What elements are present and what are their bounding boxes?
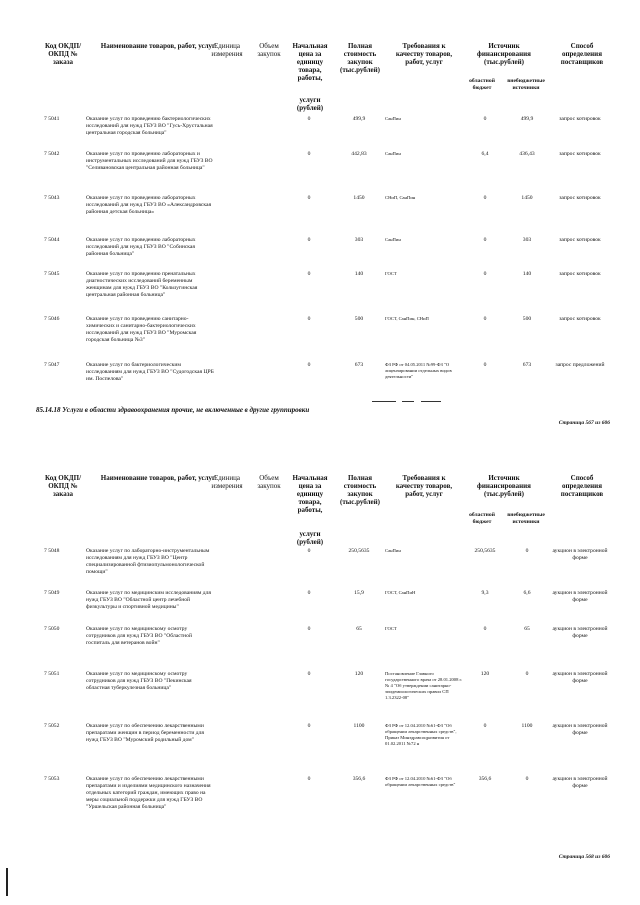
divider	[402, 401, 414, 402]
header-services: услуги (рублей)	[296, 530, 324, 546]
regional-budget: 356,6	[478, 776, 492, 782]
item-description: Оказание услуг по медицинскому осмотру сотрудников для нужд ГБУЗ ВО "Областной госпиталь для ветеранов войн"	[86, 626, 192, 646]
procurement-method: запрос котировок	[559, 151, 601, 157]
start-price: 0	[307, 116, 311, 122]
procurement-method: запрос котировок	[559, 116, 601, 122]
quality-requirements: ГОСТ	[385, 271, 397, 276]
quality-requirements: ГОСТ, СанПиН	[385, 590, 416, 595]
section-heading	[36, 406, 456, 414]
procurement-method: запрос котировок	[559, 195, 601, 201]
quality-requirements: СанПин	[385, 237, 401, 242]
total-cost: 65	[356, 626, 362, 632]
extra-budget: 673	[522, 362, 532, 368]
quality-requirements: Постановление Главного государственного врача от 28.01.2008 г. № 4 "Об утверждении санитарно-эпидемиологических правил СП 1.3.2322-08"	[385, 671, 463, 700]
header-volume: Объем закупок	[257, 42, 281, 58]
quality-requirements: ФЗ РФ от 04.05.2011 №99-ФЗ "О лицензировании отдельных видов деятельности"	[385, 362, 452, 379]
procurement-method: запрос предложений	[555, 362, 605, 368]
procurement-method: аукцион в электронной форме	[552, 723, 608, 736]
header-code: Код ОКДП/ ОКПД № заказа	[44, 474, 82, 498]
quality-requirements: ФЗ РФ от 12.04.2010 №61-ФЗ "Об обращении лекарственных средств", Приказ Минздравсоцразвития от 01.02.2011 №72 н	[385, 723, 457, 746]
extra-budget: 6,6	[523, 590, 531, 596]
total-cost: 442,83	[351, 151, 367, 157]
extra-budget: 0	[525, 776, 529, 782]
start-price: 0	[307, 776, 311, 782]
order-number: 7 5046	[44, 316, 60, 322]
order-number: 7 5048	[44, 548, 60, 554]
header-name: Наименование товаров, работ, услуг	[100, 42, 216, 50]
header-volume: Объем закупок	[257, 474, 281, 490]
extra-budget: 303	[522, 237, 532, 243]
regional-budget: 120	[480, 671, 490, 677]
start-price: 0	[307, 271, 311, 277]
item-description: Оказание услуг по проведению санитарно-химических и санитарно-бактериологических исследований для нужд ГБУЗ ВО "Муромская городская больница №3"	[86, 316, 197, 343]
header-extra-budget: внебюджетные источники	[507, 512, 545, 525]
total-cost: 15,9	[354, 590, 364, 596]
quality-requirements: СанПин	[385, 151, 401, 156]
item-description: Оказание услуг по медицинскому осмотру сотрудников для нужд ГБУЗ ВО "Пекинская областная туберкулезная больница"	[86, 671, 192, 691]
total-cost: 250,5635	[348, 548, 370, 554]
header-unit: Единица измерения	[211, 474, 243, 490]
start-price: 0	[307, 237, 311, 243]
item-description: Оказание услуг по проведению пренатальных диагностических исследований беременным женщинам для нужд ГБУЗ ВО "Кольчугинская центральная районная больница"	[86, 271, 198, 298]
order-number: 7 5052	[44, 723, 60, 729]
procurement-method: запрос котировок	[559, 316, 601, 322]
header-total-cost: Полная стоимость закупок (тыс.рублей)	[339, 474, 381, 506]
item-description: Оказание услуг по бактериологическим исследованиям для нужд ГБУЗ ВО "Судогодская ЦРБ им. Поспелова"	[86, 362, 214, 382]
procurement-method: запрос котировок	[559, 271, 601, 277]
quality-requirements: СанПин	[385, 116, 401, 121]
extra-budget: 0	[525, 671, 529, 677]
procurement-method: запрос котировок	[559, 237, 601, 243]
regional-budget: 0	[483, 316, 487, 322]
header-method: Способ определения поставщиков	[560, 42, 604, 66]
extra-budget: 65	[524, 626, 530, 632]
order-number: 7 5053	[44, 776, 60, 782]
start-price: 0	[307, 316, 311, 322]
total-cost: 120	[354, 671, 364, 677]
procurement-method: аукцион в электронной форме	[552, 626, 608, 639]
header-unit: Единица измерения	[211, 42, 243, 58]
regional-budget: 0	[483, 723, 487, 729]
header-method: Способ определения поставщиков	[560, 474, 604, 498]
regional-budget: 0	[483, 271, 487, 277]
order-number: 7 5047	[44, 362, 60, 368]
extra-budget: 0	[525, 548, 529, 554]
start-price: 0	[307, 362, 311, 368]
total-cost: 673	[354, 362, 364, 368]
start-price: 0	[307, 671, 311, 677]
total-cost: 1100	[353, 723, 365, 729]
section-code: 85.14.18	[36, 406, 61, 414]
regional-budget: 0	[483, 626, 487, 632]
divider	[372, 401, 396, 402]
procurement-method: аукцион в электронной форме	[552, 590, 608, 603]
header-start-price: Начальная цена за единицу товара, работы,	[292, 474, 328, 514]
header-name: Наименование товаров, работ, услуг	[100, 474, 216, 482]
regional-budget: 0	[483, 237, 487, 243]
header-source: Источник финансирования (тыс.рублей)	[477, 474, 531, 498]
extra-budget: 499,9	[520, 116, 534, 122]
extra-budget: 140	[522, 271, 532, 277]
header-regional-budget: областной бюджет	[469, 78, 495, 91]
start-price: 0	[307, 590, 311, 596]
header-extra-budget: внебюджетные источники	[507, 78, 545, 91]
header-services: услуги (рублей)	[296, 96, 324, 112]
item-description: Оказание услуг по обеспечению лекарственными препаратами и изделиями медицинского назначения отдельных категорий граждан, имеющих право на меры социальной поддержки для нужд ГБУЗ ВО "Уршельская районная больница"	[86, 776, 211, 810]
section-title: Услуги в области здравоохранения прочие, не включенные в другие группировки	[62, 406, 310, 414]
quality-requirements: ФЗ РФ от 12.04.2010 №61-ФЗ "Об обращении лекарственных средств"	[385, 776, 456, 787]
divider	[421, 401, 441, 402]
quality-requirements: ГОСТ, СанПин, СНиП	[385, 316, 429, 321]
quality-requirements: СНиП, СанПин	[385, 195, 416, 200]
start-price: 0	[307, 151, 311, 157]
start-price: 0	[307, 626, 311, 632]
quality-requirements: СанПин	[385, 548, 401, 553]
order-number: 7 5044	[44, 237, 60, 243]
header-code: Код ОКДП/ ОКПД № заказа	[44, 42, 82, 66]
page-567	[0, 0, 640, 430]
total-cost: 303	[354, 237, 364, 243]
extra-budget: 1100	[521, 723, 533, 729]
start-price: 0	[307, 723, 311, 729]
order-number: 7 5042	[44, 151, 60, 157]
extra-budget: 500	[522, 316, 532, 322]
total-cost: 499,9	[352, 116, 366, 122]
regional-budget: 250,5635	[474, 548, 496, 554]
total-cost: 140	[354, 271, 364, 277]
regional-budget: 0	[483, 362, 487, 368]
page-568	[0, 450, 640, 905]
header-regional-budget: областной бюджет	[469, 512, 495, 525]
start-price: 0	[307, 548, 311, 554]
order-number: 7 5045	[44, 271, 60, 277]
item-description: Оказание услуг по проведению бактериологических исследований для нужд ГБУЗ ВО "Гусь-Хрустальная центральная городская больница"	[86, 116, 213, 136]
order-number: 7 5041	[44, 116, 60, 122]
extra-budget: 1450	[521, 195, 533, 201]
item-description: Оказание услуг по медицинским исследованиям для нужд ГБУЗ ВО "Областной центр лечебной физкультуры и спортивной медицины"	[86, 590, 211, 610]
regional-budget: 9,3	[481, 590, 489, 596]
header-requirements: Требования к качеству товаров, работ, услуг	[395, 42, 453, 66]
start-price: 0	[307, 195, 311, 201]
order-number: 7 5043	[44, 195, 60, 201]
item-description: Оказание услуг по проведению лабораторных и инструментальных исследований для нужд ГБУЗ ВО "Селивановская центральная районная больница"	[86, 151, 213, 171]
order-number: 7 5051	[44, 671, 60, 677]
procurement-method: аукцион в электронной форме	[552, 671, 608, 684]
order-number: 7 5050	[44, 626, 60, 632]
extra-budget: 436,43	[519, 151, 535, 157]
regional-budget: 0	[483, 195, 487, 201]
item-description: Оказание услуг по обеспечению лекарственными препаратами женщин в период беременности для нужд ГБУЗ ВО "Муромский родильный дом"	[86, 723, 204, 743]
item-description: Оказание услуг по проведению лабораторных исследований для нужд ГБУЗ ВО «Александровская районная детская больница»	[86, 195, 212, 215]
quality-requirements: ГОСТ	[385, 626, 397, 631]
item-description: Оказание услуг по лабораторно-инструментальным исследованиям для нужд ГБУЗ ВО "Центр специализированной фтизиопульмонологической помощи"	[86, 548, 210, 575]
item-description: Оказание услуг по проведению лабораторных исследований для нужд ГБУЗ ВО "Собинская районная больница"	[86, 237, 196, 257]
header-start-price: Начальная цена за единицу товара, работы,	[292, 42, 328, 82]
header-source: Источник финансирования (тыс.рублей)	[477, 42, 531, 66]
procurement-method: аукцион в электронной форме	[552, 548, 608, 561]
procurement-method: аукцион в электронной форме	[552, 776, 608, 789]
header-requirements: Требования к качеству товаров, работ, услуг	[395, 474, 453, 498]
total-cost: 356,6	[352, 776, 366, 782]
regional-budget: 0	[483, 116, 487, 122]
page-number: Страница 568 из 606	[558, 854, 610, 860]
total-cost: 500	[354, 316, 364, 322]
regional-budget: 6,4	[481, 151, 489, 157]
order-number: 7 5049	[44, 590, 60, 596]
page-number: Страница 567 из 606	[558, 420, 610, 426]
total-cost: 1450	[353, 195, 365, 201]
scan-artifact	[6, 868, 8, 896]
header-total-cost: Полная стоимость закупок (тыс.рублей)	[339, 42, 381, 74]
